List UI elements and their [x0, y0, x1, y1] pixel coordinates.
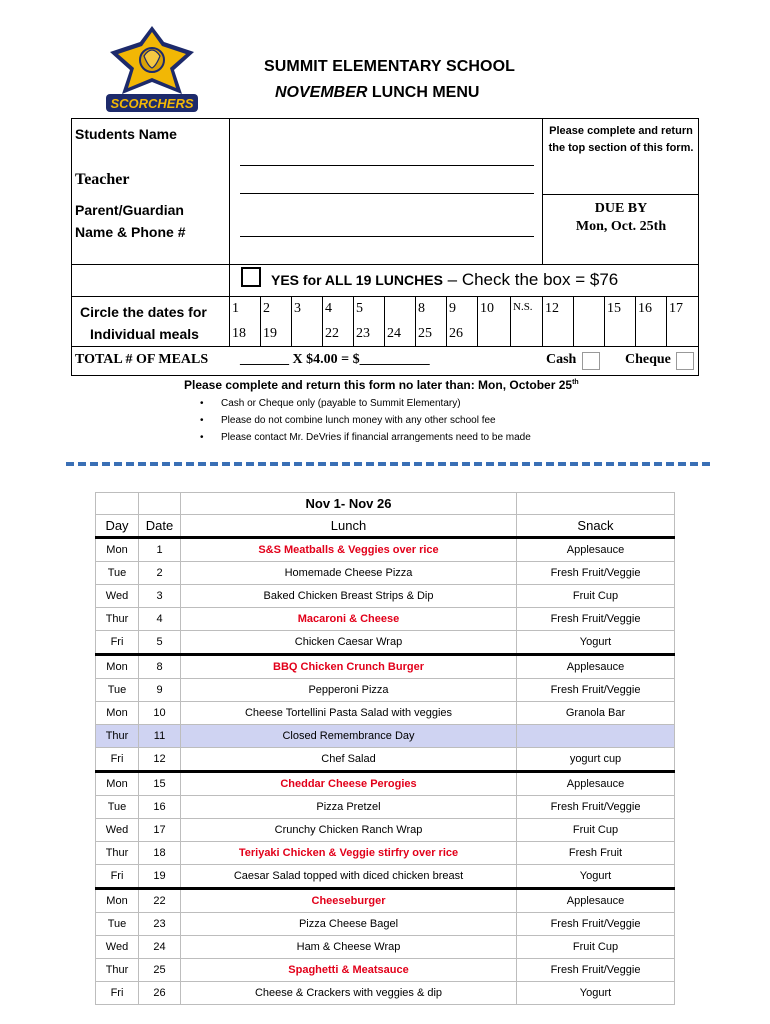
instructions-heading — [184, 378, 579, 392]
menu-lunch-cell: Cheese & Crackers with veggies & dip — [181, 982, 517, 1005]
menu-snack-cell: Fresh Fruit/Veggie — [517, 796, 675, 819]
menu-date-cell: 24 — [139, 936, 181, 959]
students-name-label: Students Name — [75, 126, 177, 142]
menu-day-cell: Fri — [96, 748, 139, 772]
menu-lunch-cell: Cheddar Cheese Perogies — [181, 772, 517, 796]
menu-date-cell: 1 — [139, 538, 181, 562]
menu-date-cell: 4 — [139, 608, 181, 631]
school-logo — [100, 22, 204, 116]
menu-row — [96, 655, 675, 679]
due-date: Mon, Oct. 25th — [575, 219, 667, 234]
date-cell[interactable]: 4 — [325, 301, 332, 316]
total-formula[interactable]: _______ X $4.00 = $__________ — [240, 352, 430, 367]
instruction-item: • Please contact Mr. DeVries if financial arrangements need to be made — [200, 430, 531, 447]
instructions-list — [200, 396, 531, 447]
parent-field[interactable] — [240, 236, 534, 237]
menu-lunch-cell: Chef Salad — [181, 748, 517, 772]
parent-label-2: Name & Phone # — [75, 224, 186, 240]
menu-day-cell: Wed — [96, 819, 139, 842]
menu-row — [96, 889, 675, 913]
menu-range: Nov 1- Nov 26 — [181, 493, 517, 515]
menu-date-cell: 5 — [139, 631, 181, 655]
all-lunches-price: – Check the box = $76 — [442, 270, 619, 289]
menu-snack-cell: Yogurt — [517, 982, 675, 1005]
menu-lunch-cell: Cheese Tortellini Pasta Salad with veggies — [181, 702, 517, 725]
menu-snack-cell: Yogurt — [517, 865, 675, 889]
date-cell[interactable]: 24 — [387, 326, 401, 341]
menu-day-cell: Mon — [96, 702, 139, 725]
menu-day-cell: Wed — [96, 936, 139, 959]
date-cell[interactable]: 22 — [325, 326, 339, 341]
menu-row — [96, 538, 675, 562]
menu-snack-cell: Applesauce — [517, 889, 675, 913]
menu-snack-cell: Fruit Cup — [517, 819, 675, 842]
menu-row — [96, 748, 675, 772]
menu-day-cell: Wed — [96, 585, 139, 608]
menu-date-cell: 8 — [139, 655, 181, 679]
date-cell[interactable]: 12 — [545, 301, 559, 316]
instruction-item: • Please do not combine lunch money with any other school fee — [200, 413, 531, 430]
menu-date-cell: 9 — [139, 679, 181, 702]
all-lunches-option — [271, 270, 618, 290]
menu-row — [96, 959, 675, 982]
menu-day-cell: Thur — [96, 959, 139, 982]
menu-lunch-cell: Baked Chicken Breast Strips & Dip — [181, 585, 517, 608]
menu-row — [96, 631, 675, 655]
menu-snack-cell: Applesauce — [517, 655, 675, 679]
due-by-label: DUE BY — [594, 201, 648, 216]
instructions-sup: th — [572, 379, 579, 386]
all-lunches-checkbox[interactable] — [241, 267, 261, 287]
col-day-header: Day — [96, 515, 139, 538]
menu-row — [96, 585, 675, 608]
menu-row — [96, 936, 675, 959]
menu-day-cell: Mon — [96, 538, 139, 562]
form-note: Please complete and return the top section of this form. — [548, 125, 694, 154]
circle-dates-label-1: Circle the dates for — [80, 304, 207, 320]
menu-date-cell: 25 — [139, 959, 181, 982]
menu-date-cell: 3 — [139, 585, 181, 608]
menu-lunch-cell: Cheeseburger — [181, 889, 517, 913]
header-blank — [139, 493, 181, 515]
menu-snack-cell: Granola Bar — [517, 702, 675, 725]
menu-snack-cell: Fresh Fruit/Veggie — [517, 913, 675, 936]
cash-label: Cash — [546, 352, 577, 367]
order-form — [71, 118, 699, 376]
menu-snack-cell: Fresh Fruit/Veggie — [517, 679, 675, 702]
menu-date-cell: 17 — [139, 819, 181, 842]
menu-day-cell: Mon — [96, 655, 139, 679]
menu-row — [96, 608, 675, 631]
lunch-menu-table — [95, 492, 675, 1005]
date-cell[interactable]: 18 — [232, 326, 246, 341]
menu-row — [96, 702, 675, 725]
menu-lunch-cell: Pepperoni Pizza — [181, 679, 517, 702]
menu-month: NOVEMBER — [275, 84, 368, 101]
menu-snack-cell: Applesauce — [517, 538, 675, 562]
menu-lunch-cell: Pizza Cheese Bagel — [181, 913, 517, 936]
menu-date-cell: 26 — [139, 982, 181, 1005]
date-cell[interactable]: 2 — [263, 301, 270, 316]
date-cell[interactable]: 17 — [669, 301, 683, 316]
cheque-label: Cheque — [625, 352, 671, 367]
menu-lunch-cell: Macaroni & Cheese — [181, 608, 517, 631]
menu-row — [96, 913, 675, 936]
menu-title-text: LUNCH MENU — [367, 84, 480, 101]
menu-date-cell: 22 — [139, 889, 181, 913]
date-cell[interactable]: 15 — [607, 301, 621, 316]
menu-day-cell: Thur — [96, 842, 139, 865]
date-cell[interactable]: 3 — [294, 301, 301, 316]
circle-dates-label-2: Individual meals — [90, 326, 199, 342]
menu-row — [96, 562, 675, 585]
cut-line-divider — [66, 462, 710, 466]
menu-row — [96, 982, 675, 1005]
menu-row — [96, 725, 675, 748]
menu-day-cell: Tue — [96, 679, 139, 702]
menu-date-cell: 2 — [139, 562, 181, 585]
menu-date-cell: 18 — [139, 842, 181, 865]
header-blank — [517, 493, 675, 515]
menu-day-cell: Mon — [96, 889, 139, 913]
menu-date-cell: 23 — [139, 913, 181, 936]
menu-lunch-cell: Caesar Salad topped with diced chicken breast — [181, 865, 517, 889]
school-title: SUMMIT ELEMENTARY SCHOOL — [264, 58, 515, 75]
menu-snack-cell: Fresh Fruit — [517, 842, 675, 865]
menu-snack-cell: Fruit Cup — [517, 585, 675, 608]
menu-row — [96, 772, 675, 796]
date-cell[interactable]: 8 — [418, 301, 425, 316]
date-cell[interactable]: 19 — [263, 326, 277, 341]
col-lunch-header: Lunch — [181, 515, 517, 538]
menu-day-cell: Mon — [96, 772, 139, 796]
menu-date-cell: 11 — [139, 725, 181, 748]
logo-text: SCORCHERS — [110, 96, 194, 111]
parent-label-1: Parent/Guardian — [75, 202, 184, 218]
col-snack-header: Snack — [517, 515, 675, 538]
menu-snack-cell: Fresh Fruit/Veggie — [517, 562, 675, 585]
menu-lunch-cell: BBQ Chicken Crunch Burger — [181, 655, 517, 679]
instructions-text: Please complete and return this form no later than: Mon, October 25 — [184, 378, 573, 392]
menu-day-cell: Thur — [96, 725, 139, 748]
menu-lunch-cell: Closed Remembrance Day — [181, 725, 517, 748]
instruction-item: • Cash or Cheque only (payable to Summit Elementary) — [200, 396, 531, 413]
date-cell[interactable]: 23 — [356, 326, 370, 341]
teacher-field[interactable] — [240, 193, 534, 194]
menu-row — [96, 679, 675, 702]
menu-lunch-cell: Homemade Cheese Pizza — [181, 562, 517, 585]
menu-day-cell: Fri — [96, 865, 139, 889]
menu-lunch-cell: Ham & Cheese Wrap — [181, 936, 517, 959]
students-name-field[interactable] — [240, 165, 534, 166]
menu-date-cell: 10 — [139, 702, 181, 725]
all-lunches-label: YES for ALL 19 LUNCHES — [271, 272, 443, 288]
date-cell[interactable]: N.S. — [513, 301, 533, 313]
menu-day-cell: Tue — [96, 913, 139, 936]
menu-lunch-cell: Pizza Pretzel — [181, 796, 517, 819]
menu-row — [96, 842, 675, 865]
menu-snack-cell: Applesauce — [517, 772, 675, 796]
menu-date-cell: 12 — [139, 748, 181, 772]
header-blank — [96, 493, 139, 515]
menu-lunch-cell: Chicken Caesar Wrap — [181, 631, 517, 655]
menu-date-cell: 16 — [139, 796, 181, 819]
date-cell[interactable]: 25 — [418, 326, 432, 341]
menu-snack-cell — [517, 725, 675, 748]
menu-lunch-cell: Teriyaki Chicken & Veggie stirfry over rice — [181, 842, 517, 865]
cheque-checkbox[interactable] — [676, 352, 694, 370]
menu-snack-cell: Yogurt — [517, 631, 675, 655]
menu-snack-cell: Fresh Fruit/Veggie — [517, 959, 675, 982]
date-cell[interactable]: 9 — [449, 301, 456, 316]
menu-row — [96, 819, 675, 842]
menu-date-cell: 19 — [139, 865, 181, 889]
menu-date-cell: 15 — [139, 772, 181, 796]
menu-row — [96, 865, 675, 889]
date-cell[interactable]: 26 — [449, 326, 463, 341]
date-cell[interactable]: 1 — [232, 301, 239, 316]
menu-snack-cell: yogurt cup — [517, 748, 675, 772]
menu-snack-cell: Fresh Fruit/Veggie — [517, 608, 675, 631]
menu-title — [275, 84, 479, 102]
menu-lunch-cell: Spaghetti & Meatsauce — [181, 959, 517, 982]
menu-day-cell: Tue — [96, 796, 139, 819]
menu-day-cell: Fri — [96, 631, 139, 655]
cash-checkbox[interactable] — [582, 352, 600, 370]
menu-day-cell: Fri — [96, 982, 139, 1005]
menu-day-cell: Thur — [96, 608, 139, 631]
menu-lunch-cell: S&S Meatballs & Veggies over rice — [181, 538, 517, 562]
total-meals-label: TOTAL # OF MEALS — [75, 352, 209, 367]
menu-row — [96, 796, 675, 819]
col-date-header: Date — [139, 515, 181, 538]
date-cell[interactable]: 5 — [356, 301, 363, 316]
date-cell[interactable]: 16 — [638, 301, 652, 316]
menu-day-cell: Tue — [96, 562, 139, 585]
menu-lunch-cell: Crunchy Chicken Ranch Wrap — [181, 819, 517, 842]
date-cell[interactable]: 10 — [480, 301, 494, 316]
menu-snack-cell: Fruit Cup — [517, 936, 675, 959]
teacher-label: Teacher — [75, 171, 130, 188]
